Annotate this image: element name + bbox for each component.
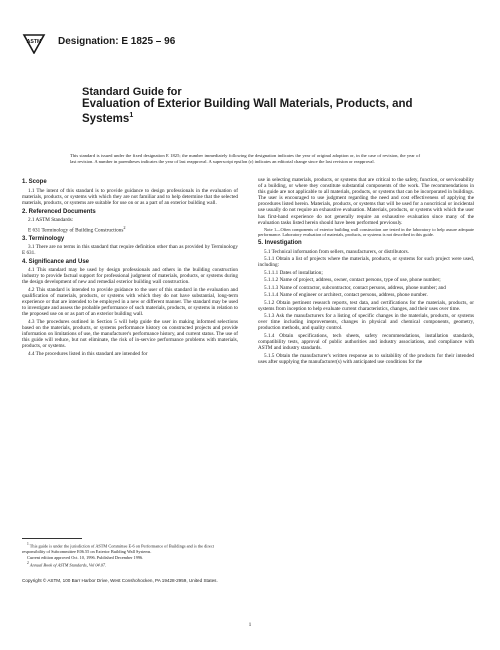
section-2-heading: 2. Referenced Documents <box>22 208 96 215</box>
referenced-standard-mark: 2 <box>123 224 126 230</box>
section-3-heading: 3. Terminology <box>22 235 65 242</box>
copyright: Copyright © ASTM, 100 Barr Harbor Drive, West Conshohocken, PA 19428-2959, United States. <box>22 578 218 583</box>
title-line-2-text: Systems <box>82 112 130 125</box>
title-footnote-mark: 1 <box>129 112 134 119</box>
logo-text: ASTM <box>26 39 42 45</box>
footnote-2 <box>22 561 238 568</box>
section-5-heading: 5. Investigation <box>258 240 302 247</box>
footnote-1 <box>22 542 238 554</box>
title-block <box>82 86 442 125</box>
paragraph-5-1-1-1: 5.1.1.1 Dates of installation; <box>264 269 323 276</box>
paragraph-4-2: 4.2 This standard is intended to provide guidance to the user of this standard in the evaluation and qualification of materials, products, or systems with which they do not have substantial, long-term experience or that are intended to be employed in a new or different manner. The standard may be used to investigate and assess the probable performance of such materials, products, or systems in relation to the proposed use on or as part of an exterior building wall. <box>22 286 238 318</box>
paragraph-1-1: 1.1 The intent of this standard is to provide guidance to design professionals in the evaluation of materials, products, or systems with which they are not familiar and to help determine that the selected materials, products, or systems are suitable for use on or as a part of an exterior building wall. <box>22 187 238 207</box>
paragraph-5-1: 5.1 Technical information from sellers, manufacturers, or distributors. <box>264 248 409 255</box>
footnote-1-text: This guide is under the jurisdiction of ASTM Committee E-6 on Performance of Buildings and is the direct responsibility of Subcommittee E06.55 on Exterior Building Wall Systems. <box>22 543 214 554</box>
paragraph-4-4: 4.4 The procedures listed in this standard are intended for <box>28 350 148 357</box>
designation: Designation: E 1825 – 96 <box>58 36 176 47</box>
astm-logo-icon <box>22 32 46 54</box>
issuance-notice: This standard is issued under the fixed designation E 1825; the number immediately following the designation indicates the year of original adoption or, in the case of revision, the year of last revision. A number in parentheses indicates the year of last reapproval. A superscript epsilon (ε) indicates an editorial change since the last revision or reapproval. <box>70 153 420 164</box>
footnote-2-text: Annual Book of ASTM Standards, Vol 04.07. <box>29 562 107 568</box>
paragraph-5-1-4: 5.1.4 Obtain specifications, tech sheets, safety recommendations, installation standards, compatibility tests, approval of public authorities and industry associations, and compliance with ASTM and industry standards. <box>258 332 474 352</box>
title-prefix: Standard Guide for <box>82 86 182 98</box>
paragraph-4-3: 4.3 The procedures outlined in Section 5 will help guide the user in making informed selections based on the materials, products, or systems performance history on constructed projects and provide information on limitations of use, the manufacturer's performance history, and current status. The use of this guide will reduce, but not eliminate, the risk of in-service performance problems with materials, products, or systems. <box>22 318 238 350</box>
referenced-standard <box>22 225 238 234</box>
footnote-2-mark: 2 <box>27 561 29 566</box>
paragraph-5-1-1-2: 5.1.1.2 Name of project, address, owner, contact persons, type of use, phone number; <box>264 277 441 284</box>
footnote-1-mark: 1 <box>27 542 29 546</box>
title-line-2 <box>82 110 442 125</box>
left-column <box>22 177 238 358</box>
paragraph-4-1: 4.1 This standard may be used by design professionals and others in the building construction industry to provide factual support for professional judgment of materials, products, or systems during the design development of new and remedial exterior building wall construction. <box>22 267 238 286</box>
note-1: Note 1—Often components of exterior building wall construction are tested in the laboratory to help assure adequate performance. Laboratory evaluation of materials, products, or systems is not described in this guide. <box>258 227 474 238</box>
footnote-rule <box>22 538 82 539</box>
paragraph-4-4-continued: use in selecting materials, products, or systems that are critical to the safety, function, or serviceability of a building, or where they constitute substantial components of the work. The recommendations in this guide are not applicable to all materials, products, or systems that can be incorporated in buildings. The user is encouraged to use judgment regarding the need and cost effectiveness of applying the procedures listed herein. Materials, products, or systems that will be used for a noncritical or incidental use usually do not require an exhaustive evaluation. Materials, products, or systems with which the user has first-hand experience do not generally require an exhaustive evaluation since many of the evaluation tasks listed herein should have been performed previously. <box>258 177 474 226</box>
title-line-1: Evaluation of Exterior Building Wall Materials, Products, and <box>82 98 413 110</box>
page-number: 1 <box>248 622 252 628</box>
paragraph-5-1-1: 5.1.1 Obtain a list of projects where the materials, products, or systems for such project were used, including: <box>258 256 474 269</box>
right-column <box>258 177 474 366</box>
paragraph-5-1-1-3: 5.1.1.3 Name of contractor, subcontractor, contact persons, address, phone number; and <box>264 284 446 291</box>
document-header <box>22 32 482 56</box>
section-1-heading: 1. Scope <box>22 179 47 186</box>
paragraph-3-1: 3.1 There are no terms in this standard that require definition other than as provided by Terminology E 631. <box>22 244 238 257</box>
paragraph-5-1-3: 5.1.3 Ask the manufacturers for a listing of specific changes in the materials, products, or systems over time including improvements, changes in physical and chemical components, geometry, production methods, and quality control. <box>258 313 474 332</box>
paragraph-5-1-1-4: 5.1.1.4 Name of engineer or architect, contact persons, address, phone number. <box>264 292 428 299</box>
paragraph-5-1-2: 5.1.2 Obtain pertinent research reports, test data, and certifications for the materials, products, or systems from inception to help evaluate current characteristics, changes, and their uses over time. <box>258 299 474 312</box>
footnotes <box>22 538 238 569</box>
referenced-standard-text: E 631 Terminology of Building Constructions <box>28 227 124 234</box>
footnote-1-approval: Current edition approved Oct. 10, 1996. Published December 1996. <box>27 555 144 561</box>
paragraph-5-1-5: 5.1.5 Obtain the manufacturer's written response as to suitability of the products for their intended uses after supplying the manufacturer(s) with anticipated use conditions for the <box>258 352 474 365</box>
section-4-heading: 4. Significance and Use <box>22 258 90 265</box>
paragraph-2-1: 2.1 ASTM Standards: <box>28 217 74 224</box>
